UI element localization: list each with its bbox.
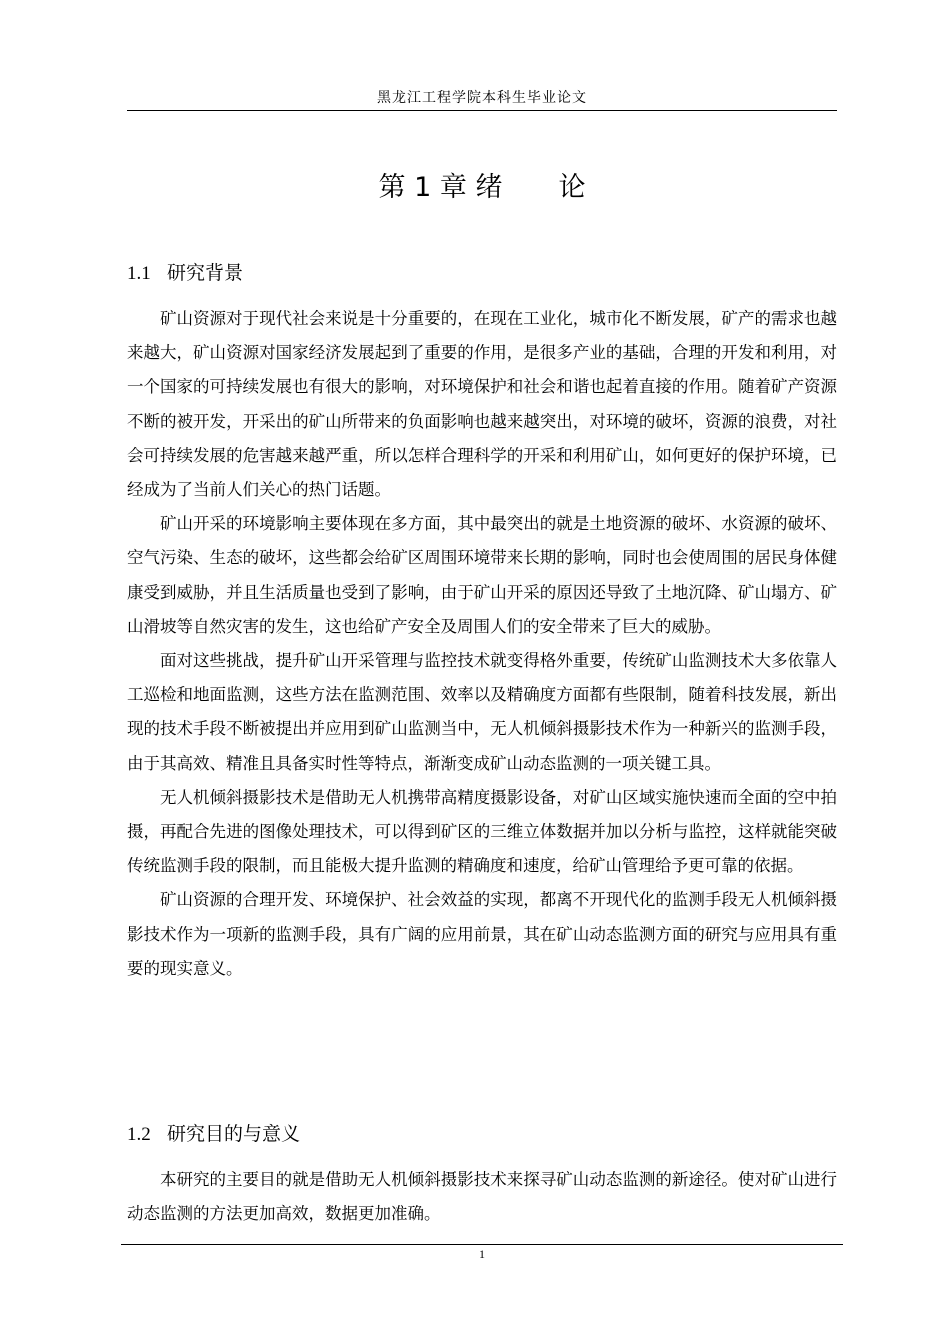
chapter-word-1: 绪: [475, 172, 503, 203]
section-title: 研究背景: [167, 262, 244, 284]
chapter-title: [127, 168, 837, 208]
footer-rule: [121, 1244, 843, 1245]
paragraph: 矿山资源对于现代社会来说是十分重要的，在现在工业化，城市化不断发展，矿产的需求也越来越大，矿山资源对国家经济发展起到了重要的作用，是很多产业的基础，合理的开发和利用，对一个国家的可持续发展也有很大的影响，对环境保护和社会和谐也起着直接的作用。随着矿产资源不断的被开发，开采出的矿山所带来的负面影响也越来越突出，对环境的破坏，资源的浪费，对社会可持续发展的危害越来越严重，所以怎样合理科学的开采和利用矿山，如何更好的保护环境，已经成为了当前人们关心的热门话题。: [127, 309, 837, 500]
running-header: 黑龙江工程学院本科生毕业论文: [377, 90, 587, 106]
section-body-1-1: [127, 302, 837, 986]
paragraph: 矿山资源的合理开发、环境保护、社会效益的实现，都离不开现代化的监测手段无人机倾斜摄影技术作为一项新的监测手段，具有广阔的应用前景，其在矿山动态监测方面的研究与应用具有重要的现实意义。: [127, 890, 837, 978]
paragraph: 无人机倾斜摄影技术是借助无人机携带高精度摄影设备，对矿山区域实施快速而全面的空中拍摄，再配合先进的图像处理技术，可以得到矿区的三维立体数据并加以分析与监控，这样就能突破传统监测手段的限制，而且能极大提升监测的精确度和速度，给矿山管理给予更可靠的依据。: [127, 787, 837, 876]
section-title: 研究目的与意义: [167, 1123, 301, 1145]
paragraph: 矿山开采的环境影响主要体现在多方面，其中最突出的就是土地资源的破坏、水资源的破坏、空气污染、生态的破坏，这些都会给矿区周围环境带来长期的影响，同时也会使周围的居民身体健康受到威胁，并且生活质量也受到了影响，由于矿山开采的原因还导致了土地沉降、矿山塌方、矿山滑坡等自然灾害的发生，这也给矿产安全及周围人们的安全带来了巨大的威胁。: [127, 514, 837, 636]
paragraph: 本研究的主要目的就是借助无人机倾斜摄影技术来探寻矿山动态监测的新途径。使对矿山进行动态监测的方法更加高效，数据更加准确。: [127, 1170, 837, 1224]
page-number: 1: [479, 1247, 485, 1261]
chapter-word-2: 论: [558, 172, 586, 203]
section-heading-1-2: [127, 1120, 837, 1149]
section-body-1-2: [127, 1163, 837, 1231]
paragraph: 面对这些挑战，提升矿山开采管理与监控技术就变得格外重要，传统矿山监测技术大多依靠人工巡检和地面监测，这些方法在监测范围、效率以及精确度方面都有些限制，随着科技发展，新出现的技术手段不断被提出并应用到矿山监测当中，无人机倾斜摄影技术作为一种新兴的监测手段，由于其高效、精准且具备实时性等特点，渐渐变成矿山动态监测的一项关键工具。: [127, 651, 837, 773]
header-rule: [127, 110, 837, 111]
section-number: 1.2: [127, 1124, 151, 1145]
section-number: 1.1: [127, 263, 151, 284]
section-heading-1-1: [127, 259, 837, 288]
chapter-number: 第 1 章: [378, 172, 467, 203]
